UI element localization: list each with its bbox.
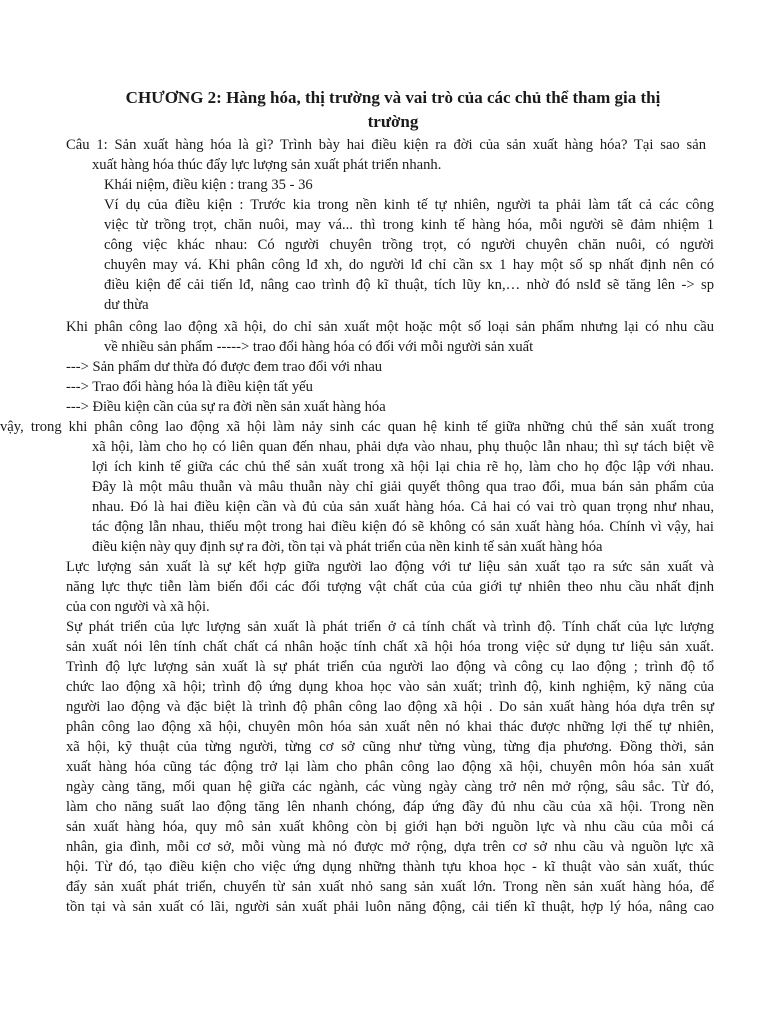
paragraph-line: ngày càng tăng, mối quan hệ giữa các ngành, các vùng ngày càng trở nên mở rộng, sâu sắc. Từ đó, bbox=[66, 779, 714, 795]
example-line: điều kiện để cải tiến lđ, nâng cao trình độ kĩ thuật, tích lũy kn,… nhờ đó nslđ sẽ tăng lên -> sp bbox=[104, 277, 714, 293]
paragraph-line: xã hội, kỹ thuật của từng người, từng cơ sở cũng như từng vùng, từng địa phương. Đồng thời, sản bbox=[66, 739, 714, 755]
paragraph-line: sản xuất hàng hóa, quy mô sản xuất không còn bị giới hạn bởi nguồn lực và nhu cầu của mỗi cá bbox=[66, 819, 714, 835]
example-line: Ví dụ của điều kiện : Trước kia trong nền kinh tế tự nhiên, người ta phải làm tất cả các công bbox=[104, 197, 714, 213]
paragraph-line: làm cho năng suất lao động tăng lên nhanh chóng, đáp ứng đầy đủ nhu cầu của xã hội. Trong nền bbox=[66, 799, 714, 815]
example-line: công việc khác nhau: Có người chuyên trồng trọt, có người chuyên chăn nuôi, có người bbox=[104, 237, 714, 253]
question-1-line: Câu 1: Sản xuất hàng hóa là gì? Trình bày hai điều kiện ra đời của sản xuất hàng hóa? Tại sao sản bbox=[66, 137, 706, 153]
question-1-line: xuất hàng hóa thúc đẩy lực lượng sản xuất phát triển nhanh. bbox=[92, 157, 442, 173]
paragraph-line: điều kiện này quy định sự ra đời, tồn tại và phát triển của nền kinh tế sản xuất hàng hóa bbox=[92, 539, 603, 555]
chapter-title-line-1: CHƯƠNG 2: Hàng hóa, thị trường và vai trò của các chủ thể tham gia thị bbox=[125, 88, 661, 107]
paragraph-line: sản xuất nói lên tính chất chất cá nhân hoặc tính chất xã hội hóa trong việc sử dụng tư liệu sản xuất. bbox=[66, 639, 714, 655]
answer-concept-line: Khái niệm, điều kiện : trang 35 - 36 bbox=[104, 177, 313, 193]
chapter-title-line-2: trường bbox=[367, 112, 419, 131]
paragraph-line: xã hội, làm cho họ có liên quan đến nhau, phải dựa vào nhau, phụ thuộc lẫn nhau; thì sự tách biệt về bbox=[92, 439, 714, 455]
chapter-title bbox=[66, 86, 720, 134]
arrow-point: ---> Trao đổi hàng hóa là điều kiện tất yếu bbox=[66, 379, 313, 395]
paragraph-line: đẩy sản xuất phát triển, chuyển từ sản xuất nhỏ sang sản xuất lớn. Trong nền sản xuất hàng hóa, để bbox=[66, 879, 714, 895]
paragraph-line: nhau. Đó là hai điều kiện cần và đủ của sản xuất hàng hóa. Cả hai có vai trò quan trọng như nhau, bbox=[92, 499, 714, 515]
arrow-point: ---> Sản phẩm dư thừa đó được đem trao đổi với nhau bbox=[66, 359, 383, 375]
paragraph-line: lợi ích kinh tế giữa các chủ thể sản xuất trong xã hội lại chia rẽ họ, làm cho họ độc lập với nhau. bbox=[92, 459, 714, 475]
paragraph-line: tồn tại và sản xuất có lãi, người sản xuất phải luôn năng động, cải tiến kĩ thuật, hợp lý hóa, nâng cao bbox=[66, 899, 714, 915]
paragraph-line: vậy, trong khi phân công lao động xã hội làm nảy sinh các quan hệ kinh tế giữa những chủ thể sản xuất trong bbox=[0, 419, 714, 435]
paragraph-line: Sự phát triển của lực lượng sản xuất là phát triển ở cả tính chất và trình độ. Tính chất của lực lượng bbox=[66, 619, 714, 635]
paragraph-line: Trình độ lực lượng sản xuất là sự phát triển của người lao động và công cụ lao động ; trình độ tổ bbox=[66, 659, 714, 675]
paragraph-line: phân công lao động xã hội, chuyên môn hóa sản xuất nên nó khai thác được những lợi thế tự nhiên, bbox=[66, 719, 714, 735]
example-line: việc từ trồng trọt, chăn nuôi, may vá... thì trong kinh tế hàng hóa, mỗi người sẽ đảm nhiệm 1 bbox=[104, 217, 714, 233]
paragraph-line: Khi phân công lao động xã hội, do chỉ sản xuất một hoặc một số loại sản phẩm nhưng lại có nhu cầu bbox=[66, 319, 714, 335]
paragraph-line: chức lao động xã hội; trình độ ứng dụng khoa học vào sản xuất; trình độ, kinh nghiệm, kỹ năng của bbox=[66, 679, 714, 695]
paragraph-line: về nhiều sản phẩm -----> trao đổi hàng hóa có đối với mỗi người sản xuất bbox=[104, 339, 534, 355]
paragraph-line: xuất hàng hóa cũng tác động trở lại làm cho phân công lao động xã hội, chuyên môn hóa sản xuất bbox=[66, 759, 714, 775]
paragraph-line: Đây là một mâu thuẫn và mâu thuẫn này chỉ giải quyết thông qua trao đổi, mua bán sản phẩm của bbox=[92, 479, 714, 495]
paragraph-line: tác động lẫn nhau, thiếu một trong hai điều kiện đó sẽ không có sản xuất hàng hóa. Chính vì vậy, hai bbox=[92, 519, 714, 535]
paragraph-line: hội. Từ đó, tạo điều kiện cho việc ứng dụng những thành tựu khoa học - kĩ thuật vào sản xuất, thúc bbox=[66, 859, 714, 875]
paragraph-line: của con người và xã hội. bbox=[66, 599, 210, 615]
arrow-point: ---> Điều kiện cần của sự ra đời nền sản xuất hàng hóa bbox=[66, 399, 386, 415]
example-line: chuyên may vá. Khi phân công lđ xh, do người lđ chỉ cần sx 1 hay một số sp nhất định nên có bbox=[104, 257, 714, 273]
paragraph-line: người lao động và đặc biệt là trình độ phân công lao động xã hội . Do sản xuất hàng hóa dựa trên sự bbox=[66, 699, 714, 715]
paragraph-line: năng lực thực tiễn làm biến đổi các đối tượng vật chất của của giới tự nhiên theo nhu cầu nhất định bbox=[66, 579, 714, 595]
paragraph-line: nhân, gia đình, mỗi cơ sở, mỗi vùng mà nó được mở rộng, dựa trên cơ sở nhu cầu và nguồn lực xã bbox=[66, 839, 714, 855]
example-line: dư thừa bbox=[104, 297, 149, 313]
paragraph-line: Lực lượng sản xuất là sự kết hợp giữa người lao động với tư liệu sản xuất tạo ra sức sản xuất và bbox=[66, 559, 714, 575]
